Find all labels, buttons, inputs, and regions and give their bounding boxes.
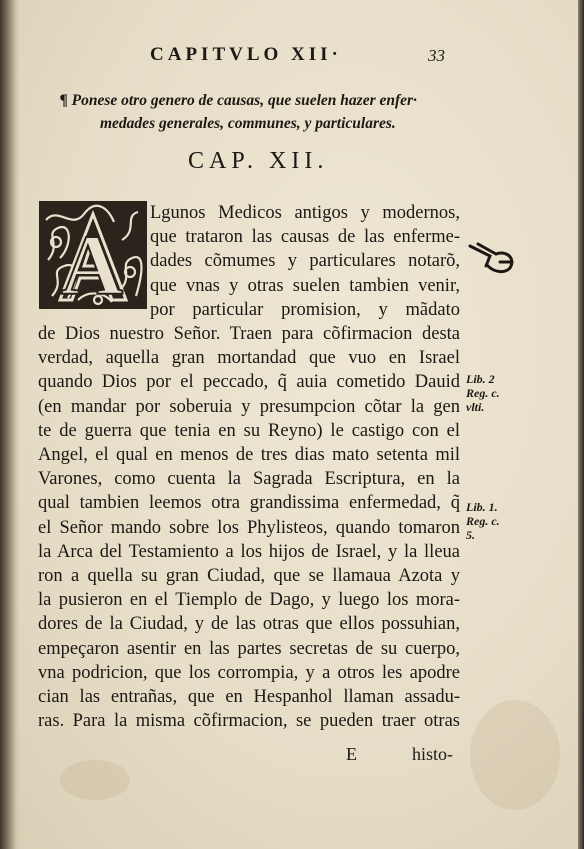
chapter-heading: CAP. XII. xyxy=(188,148,329,174)
text-line: la Arca del Testamiento a los hijos de Israel, y la lleua xyxy=(38,541,460,562)
text-line: dores de la Ciudad, y de las otras que ellos possuhian, xyxy=(38,614,460,635)
text-line: vna podricion, que los corrompia, y a otros les apodre xyxy=(38,662,460,683)
marginal-reference-line: Reg. c. xyxy=(466,514,500,528)
text-line: Lgunos Medicos antigos y modernos, xyxy=(150,203,460,223)
marginal-reference-line: Reg. c. xyxy=(466,386,500,400)
text-line: te de guerra que tenia en su Reyno) le castigo con el xyxy=(38,420,460,441)
page-gutter-shadow xyxy=(0,0,20,849)
text-line: empeçaron asentir en las partes secretas de su cuerpo, xyxy=(38,638,460,659)
manicule-pointing-hand-icon xyxy=(466,238,520,278)
marginal-reference-line: vlti. xyxy=(466,400,485,414)
text-line: de Dios nuestro Señor. Traen para cõfirmacion desta xyxy=(38,324,460,345)
text-line: Varones, como cuenta la Sagrada Escriptura, en la xyxy=(38,469,460,490)
initial-letter: A xyxy=(60,217,124,310)
text-line: verdad, aquella gran mortandad que vuo en Israel xyxy=(38,348,460,369)
marginal-reference-line: 5. xyxy=(466,528,475,542)
text-line: que trataron las causas de las enferme- xyxy=(150,227,460,248)
text-line: Angel, el qual en menos de tres dias mato setenta mil xyxy=(38,445,460,466)
marginal-reference xyxy=(466,500,500,542)
marginal-reference-line: Lib. 2 xyxy=(466,372,495,386)
text-line: qual tambien leemos otra grandissima enfermedad, q̃ xyxy=(38,493,460,514)
body-text xyxy=(38,201,460,733)
text-line: por particular promision, y mãdato xyxy=(150,299,460,320)
chapter-summary-line: medades generales, communes, y particulares. xyxy=(100,115,396,132)
text-line: que vnas y otras suelen tambien venir, xyxy=(150,275,460,296)
chapter-summary xyxy=(60,89,480,135)
text-line: cian las entrañas, que en Hespanhol llaman assadu- xyxy=(38,687,460,708)
running-head: CAPITVLO XII· xyxy=(150,44,342,65)
text-line: ron a quella su gran Ciudad, que se llamaua Azota y xyxy=(38,566,460,587)
text-line: dades cõmumes y particulares notarõ, xyxy=(150,251,460,272)
text-line: quando Dios por el peccado, q̃ auia cometido Dauid xyxy=(38,372,460,393)
chapter-summary-line: ¶ Ponese otro genero de causas, que suelen hazer enfer· xyxy=(60,92,417,109)
signature-mark: E xyxy=(346,744,357,764)
catchword: histo- xyxy=(412,744,454,764)
text-line: la pusieron en el Tiemplo de Dago, y luego los mora- xyxy=(38,590,460,611)
text-line: ras. Para la misma cõfirmacion, se pueden traer otras xyxy=(38,711,460,732)
page-right-edge xyxy=(578,0,584,849)
marginal-reference-line: Lib. 1. xyxy=(466,500,498,514)
text-line: (en mandar por soberuia y presumpcion cõtar la gen xyxy=(38,396,460,417)
foxing-stain xyxy=(60,760,130,800)
text-line: el Señor mando sobre los Phylisteos, quando tomaron xyxy=(38,517,460,538)
folio-number: 33 xyxy=(428,46,445,65)
foxing-stain xyxy=(470,700,560,810)
marginal-reference xyxy=(466,372,500,414)
